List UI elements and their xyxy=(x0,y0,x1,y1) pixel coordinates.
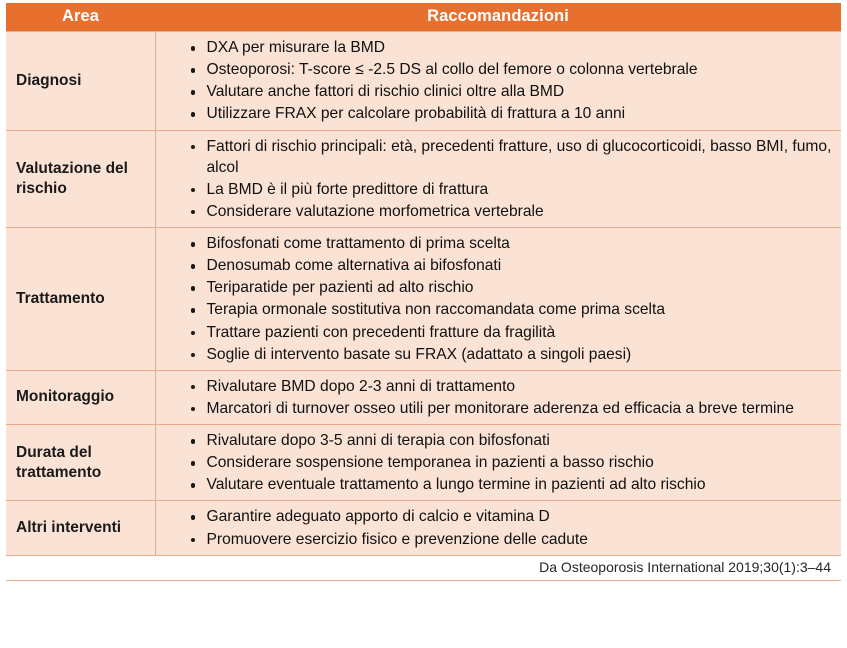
recommendations-cell xyxy=(155,370,841,424)
recommendation-item: Denosumab come alternativa ai bifosfonati xyxy=(190,255,834,276)
recommendation-item: Considerare sospensione temporanea in pazienti a basso rischio xyxy=(190,452,834,473)
recommendations-cell xyxy=(155,130,841,228)
recommendation-item: Utilizzare FRAX per calcolare probabilità di frattura a 10 anni xyxy=(190,103,834,124)
table-header xyxy=(6,3,841,32)
area-cell: Monitoraggio xyxy=(6,370,155,424)
recommendation-item: Osteoporosi: T-score ≤ -2.5 DS al collo del femore o colonna vertebrale xyxy=(190,59,834,80)
recommendation-item: DXA per misurare la BMD xyxy=(190,37,834,58)
table-row xyxy=(6,501,841,555)
recommendation-item: Bifosfonati come trattamento di prima scelta xyxy=(190,233,834,254)
table-row xyxy=(6,130,841,228)
source-row xyxy=(6,555,841,581)
table-row xyxy=(6,32,841,131)
recommendation-item: Soglie di intervento basate su FRAX (adattato a singoli paesi) xyxy=(190,344,834,365)
recommendation-item: Trattare pazienti con precedenti fratture da fragilità xyxy=(190,322,834,343)
recommendation-list xyxy=(156,376,834,419)
recommendations-cell xyxy=(155,425,841,501)
recommendation-list xyxy=(156,136,834,223)
table-row xyxy=(6,370,841,424)
recommendation-item: Promuovere esercizio fisico e prevenzione delle cadute xyxy=(190,529,834,550)
area-cell: Durata del trattamento xyxy=(6,425,155,501)
recommendations-table xyxy=(6,3,841,581)
recommendation-item: Garantire adeguato apporto di calcio e vitamina D xyxy=(190,506,834,527)
source-citation: Da Osteoporosis International 2019;30(1):3–44 xyxy=(6,555,841,581)
recommendation-item: Rivalutare BMD dopo 2-3 anni di trattamento xyxy=(190,376,834,397)
table-footer xyxy=(6,555,841,581)
recommendations-cell xyxy=(155,32,841,131)
recommendation-list xyxy=(156,506,834,549)
area-cell: Valutazione del rischio xyxy=(6,130,155,228)
table-header-row xyxy=(6,3,841,32)
recommendation-item: Rivalutare dopo 3-5 anni di terapia con bifosfonati xyxy=(190,430,834,451)
recommendation-item: Considerare valutazione morfometrica vertebrale xyxy=(190,201,834,222)
recommendation-item: Valutare eventuale trattamento a lungo termine in pazienti ad alto rischio xyxy=(190,474,834,495)
recommendation-item: Fattori di rischio principali: età, precedenti fratture, uso di glucocorticoidi, basso BMI, fumo, alcol xyxy=(190,136,834,178)
area-cell: Altri interventi xyxy=(6,501,155,555)
table-body xyxy=(6,32,841,556)
recommendation-item: Terapia ormonale sostitutiva non raccomandata come prima scelta xyxy=(190,299,834,320)
area-cell: Diagnosi xyxy=(6,32,155,131)
column-header-recommendations: Raccomandazioni xyxy=(155,3,841,32)
recommendation-item: La BMD è il più forte predittore di frattura xyxy=(190,179,834,200)
recommendation-list xyxy=(156,430,834,495)
recommendation-item: Teriparatide per pazienti ad alto rischio xyxy=(190,277,834,298)
column-header-area: Area xyxy=(6,3,155,32)
area-cell: Trattamento xyxy=(6,228,155,371)
recommendations-cell xyxy=(155,228,841,371)
recommendation-item: Valutare anche fattori di rischio clinici oltre alla BMD xyxy=(190,81,834,102)
table-row xyxy=(6,228,841,371)
table-row xyxy=(6,425,841,501)
recommendations-cell xyxy=(155,501,841,555)
recommendation-item: Marcatori di turnover osseo utili per monitorare aderenza ed efficacia a breve termine xyxy=(190,398,834,419)
recommendation-list xyxy=(156,233,834,365)
recommendation-list xyxy=(156,37,834,125)
